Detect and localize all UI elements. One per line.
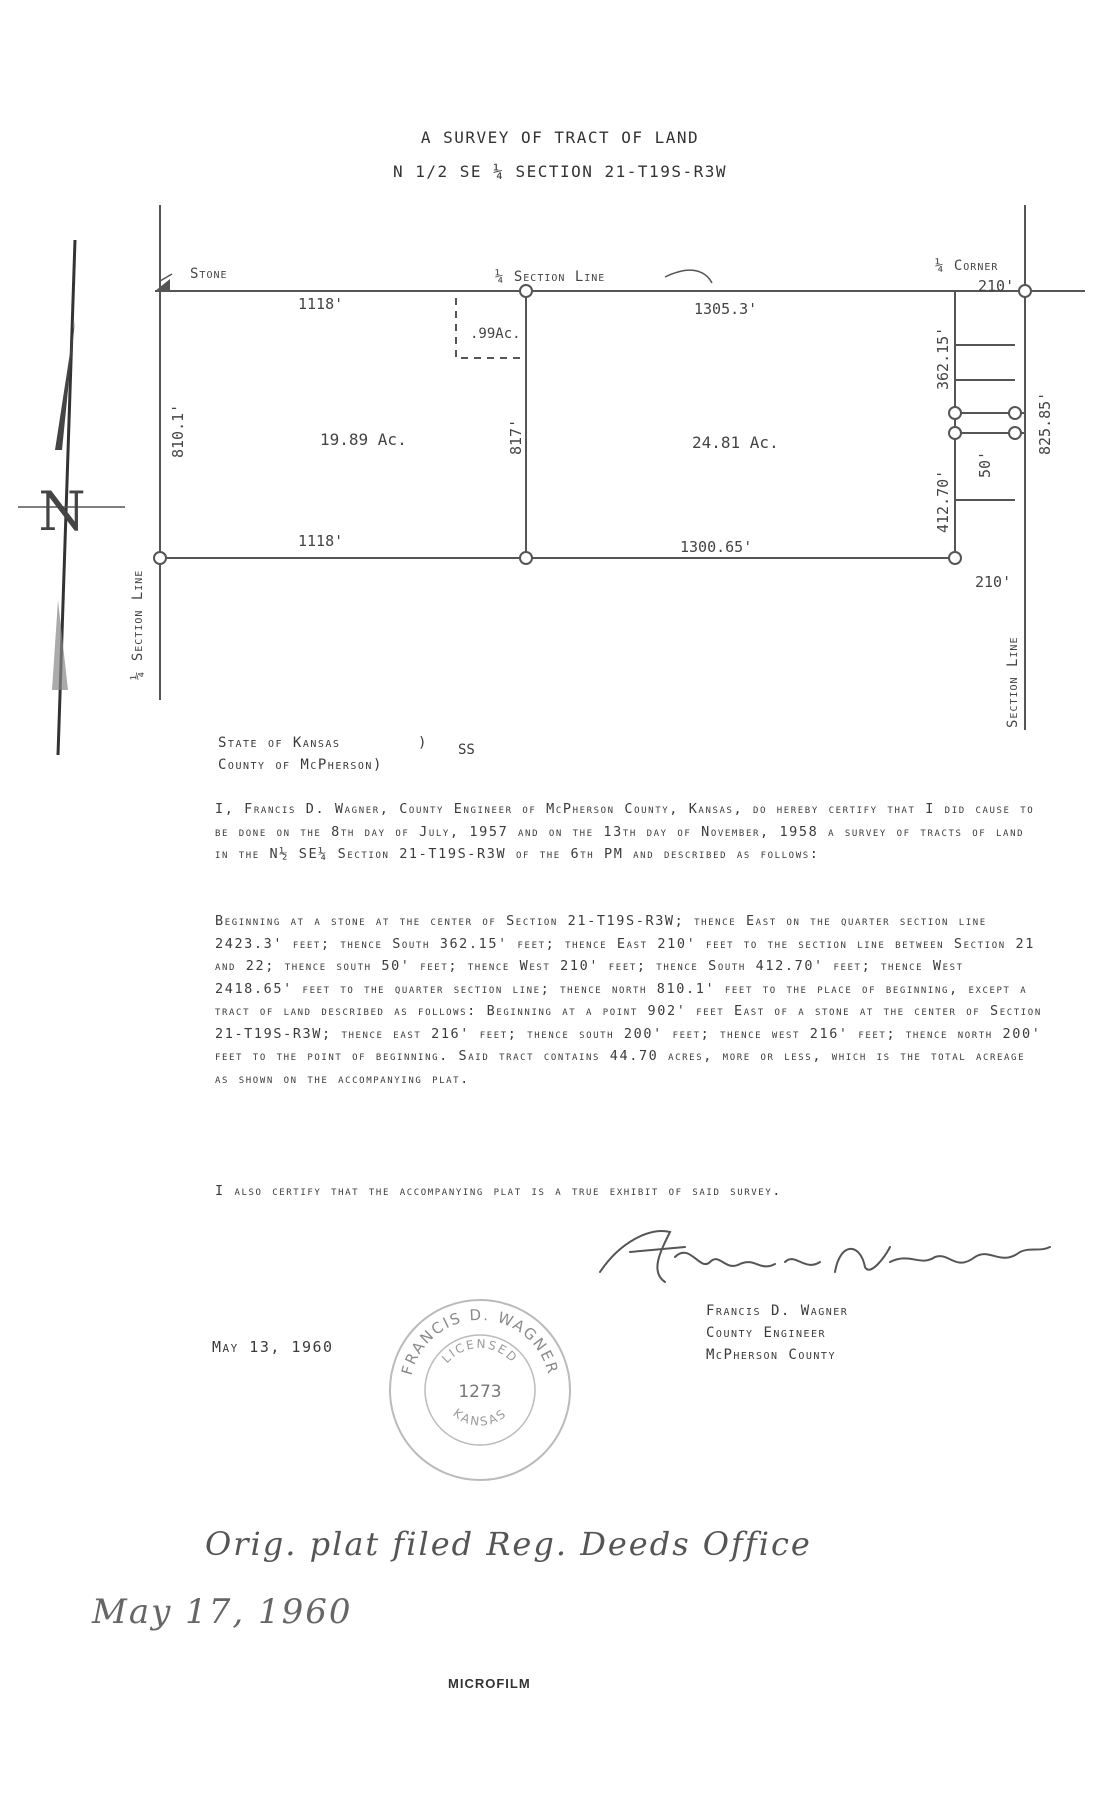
engineer-name: Francis D. Wagner xyxy=(706,1303,849,1319)
certification-date: May 13, 1960 xyxy=(212,1338,334,1356)
survey-marker xyxy=(949,407,961,419)
dim-right-full: 825.85' xyxy=(1036,391,1054,455)
dim-middle-height: 817' xyxy=(507,418,525,455)
engineer-title: County Engineer xyxy=(706,1325,827,1341)
dim-top-right: 1305.3' xyxy=(694,300,758,318)
engineer-seal xyxy=(380,1290,580,1490)
dim-left-height: 810.1' xyxy=(169,403,187,458)
venue-ss: SS xyxy=(458,742,475,758)
dim-top-corner: 210' xyxy=(978,277,1015,295)
right-section-line-label: Section Line xyxy=(1005,636,1021,728)
survey-marker xyxy=(1019,285,1031,297)
venue-county: County of McPherson xyxy=(218,757,373,773)
dim-bottom-corner: 210' xyxy=(975,573,1012,591)
area-small-tract: .99Ac. xyxy=(470,326,521,342)
stone-marker-icon xyxy=(155,279,170,291)
dim-top-left: 1118' xyxy=(298,295,344,313)
dim-right-lower: 412.70' xyxy=(934,469,952,533)
pointer-arrow-icon xyxy=(665,270,712,283)
stone-label: Stone xyxy=(190,266,228,282)
certification-paragraph-1: I, Francis D. Wagner, County Engineer of McPherson County, Kansas, do hereby certify that I did cause to be done on the 8th day of July, 1957 and on the 13th day of November, 1958 a survey of tracts of land in the N½ SE¼ Section 21-T19S-R3W of the 6th PM and described as follows: xyxy=(215,801,1035,862)
svg-text:KANSAS: KANSAS xyxy=(450,1405,510,1429)
survey-subtitle: N 1/2 SE ¼ SECTION 21-T19S-R3W xyxy=(393,162,727,181)
certification-paragraph-3: I also certify that the accompanying plat is a true exhibit of said survey. xyxy=(215,1183,783,1199)
microfilm-stamp: MICROFILM xyxy=(448,1676,531,1691)
signature-image xyxy=(590,1212,1060,1302)
area-right-tract: 24.81 Ac. xyxy=(692,433,779,452)
survey-marker xyxy=(949,427,961,439)
quarter-corner-label: ¼ Corner xyxy=(935,258,999,274)
survey-marker xyxy=(520,552,532,564)
survey-plat xyxy=(0,0,1120,760)
survey-marker xyxy=(1009,407,1021,419)
dim-right-upper: 362.15' xyxy=(934,326,952,390)
engineer-block xyxy=(706,1300,848,1366)
survey-marker xyxy=(154,552,166,564)
survey-marker xyxy=(949,552,961,564)
survey-marker xyxy=(520,285,532,297)
north-arrow-icon xyxy=(18,240,125,755)
venue-block: State of Kansas ) County of McPherson ) xyxy=(218,732,428,776)
left-section-line-label: ¼ Section Line xyxy=(130,569,146,680)
dim-bottom-right: 1300.65' xyxy=(680,538,753,556)
svg-text:1273: 1273 xyxy=(458,1382,502,1402)
top-section-line-label: ¼ Section Line xyxy=(495,269,606,285)
north-label: N xyxy=(38,480,86,543)
handwritten-filing-date: May 17, 1960 xyxy=(92,1592,353,1632)
venue-state: State of Kansas xyxy=(218,735,341,751)
svg-text:FRANCIS D. WAGNER: FRANCIS D. WAGNER xyxy=(397,1305,563,1378)
svg-text:LICENSED: LICENSED xyxy=(438,1336,521,1366)
legal-description: Beginning at a stone at the center of Section 21-T19S-R3W; thence East on the quarter section line 2423.3' feet; thence South 362.15' feet; thence East 210' feet to the section line between Section 21 and 22; thence south 50' feet; thence West 210' feet; thence South 412.70' feet; thence West 2418.65' feet to the quarter section line; thence north 810.1' feet to the place of beginning, except a tract of land described as follows: Beginning at a point 902' feet East of a stone at the center of Section 21-T19S-R3W; thence east 216' feet; thence south 200' feet; thence west 216' feet; thence north 200' feet to the point of beginning. Said tract contains 44.70 acres, more or less, which is the total acreage as shown on the accompanying plat. xyxy=(215,913,1042,1087)
engineer-county: McPherson County xyxy=(706,1347,836,1363)
survey-marker xyxy=(1009,427,1021,439)
dim-bottom-left: 1118' xyxy=(298,532,344,550)
area-left-tract: 19.89 Ac. xyxy=(320,430,407,449)
handwritten-filing-note: Orig. plat filed Reg. Deeds Office xyxy=(205,1525,812,1563)
survey-title: A SURVEY OF TRACT OF LAND xyxy=(420,128,700,147)
dim-right-step: 50' xyxy=(976,450,994,478)
